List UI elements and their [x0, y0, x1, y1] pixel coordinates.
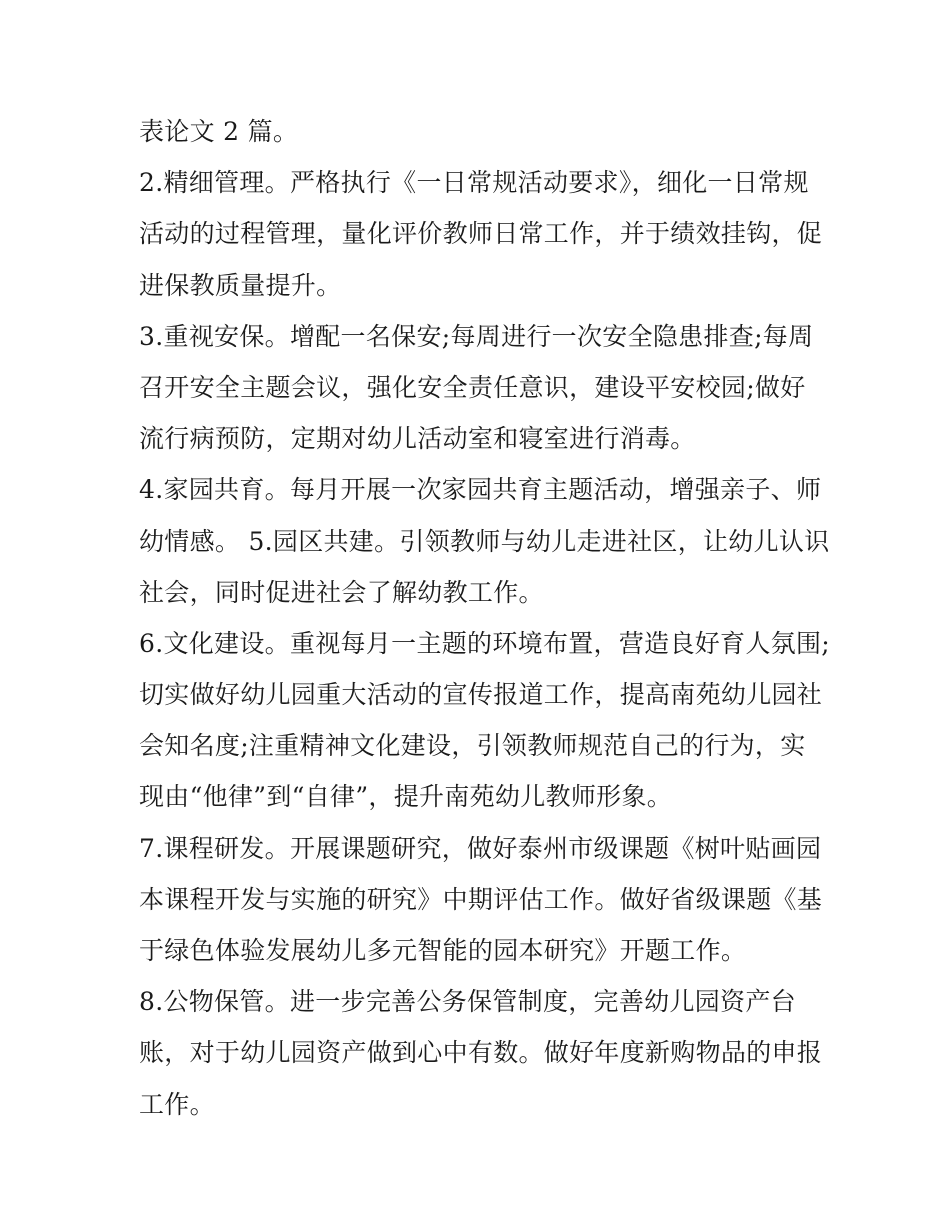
text-line: 幼情感。 5.园区共建。引领教师与幼儿走进社区，让幼儿认识 [139, 526, 830, 556]
text-line: 切实做好幼儿园重大活动的宣传报道工作，提高南苑幼儿园社 [139, 680, 823, 710]
text-line: 7.课程研发。开展课题研究，做好泰州市级课题《树叶贴画园 [139, 833, 822, 863]
text-line: 8.公物保管。进一步完善公务保管制度，完善幼儿园资产台 [139, 987, 796, 1017]
text-line: 会知名度;注重精神文化建设，引领教师规范自己的行为，实 [139, 731, 806, 761]
text-line: 2.精细管理。严格执行《一日常规活动要求》，细化一日常规 [139, 168, 809, 198]
text-line: 本课程开发与实施的研究》中期评估工作。做好省级课题《基 [139, 884, 823, 914]
text-line: 于绿色体验发展幼儿多元智能的园本研究》开题工作。 [139, 936, 747, 965]
text-line: 工作。 [139, 1089, 215, 1119]
text-line: 活动的过程管理，量化评价教师日常工作，并于绩效挂钩，促 [139, 219, 823, 249]
text-line: 社会，同时促进社会了解幼教工作。 [139, 577, 544, 607]
document-body [139, 106, 830, 1130]
text-line: 进保教质量提升。 [139, 270, 342, 300]
text-line: 现由“他律”到“自律”，提升南苑幼儿教师形象。 [139, 782, 673, 812]
text-line: 账，对于幼儿园资产做到心中有数。做好年度新购物品的申报 [139, 1038, 823, 1068]
text-line: 流行病预防，定期对幼儿活动室和寝室进行消毒。 [139, 424, 696, 454]
text-line: 表论文 2 篇。 [139, 117, 299, 146]
text-line: 6.文化建设。重视每月一主题的环境布置，营造良好育人氛围; [139, 628, 830, 658]
text-line: 3.重视安保。增配一名保安;每周进行一次安全隐患排查;每周 [139, 321, 814, 351]
text-line: 4.家园共育。每月开展一次家园共育主题活动，增强亲子、师 [139, 475, 822, 505]
text-line: 召开安全主题会议，强化安全责任意识，建设平安校园;做好 [139, 372, 806, 402]
